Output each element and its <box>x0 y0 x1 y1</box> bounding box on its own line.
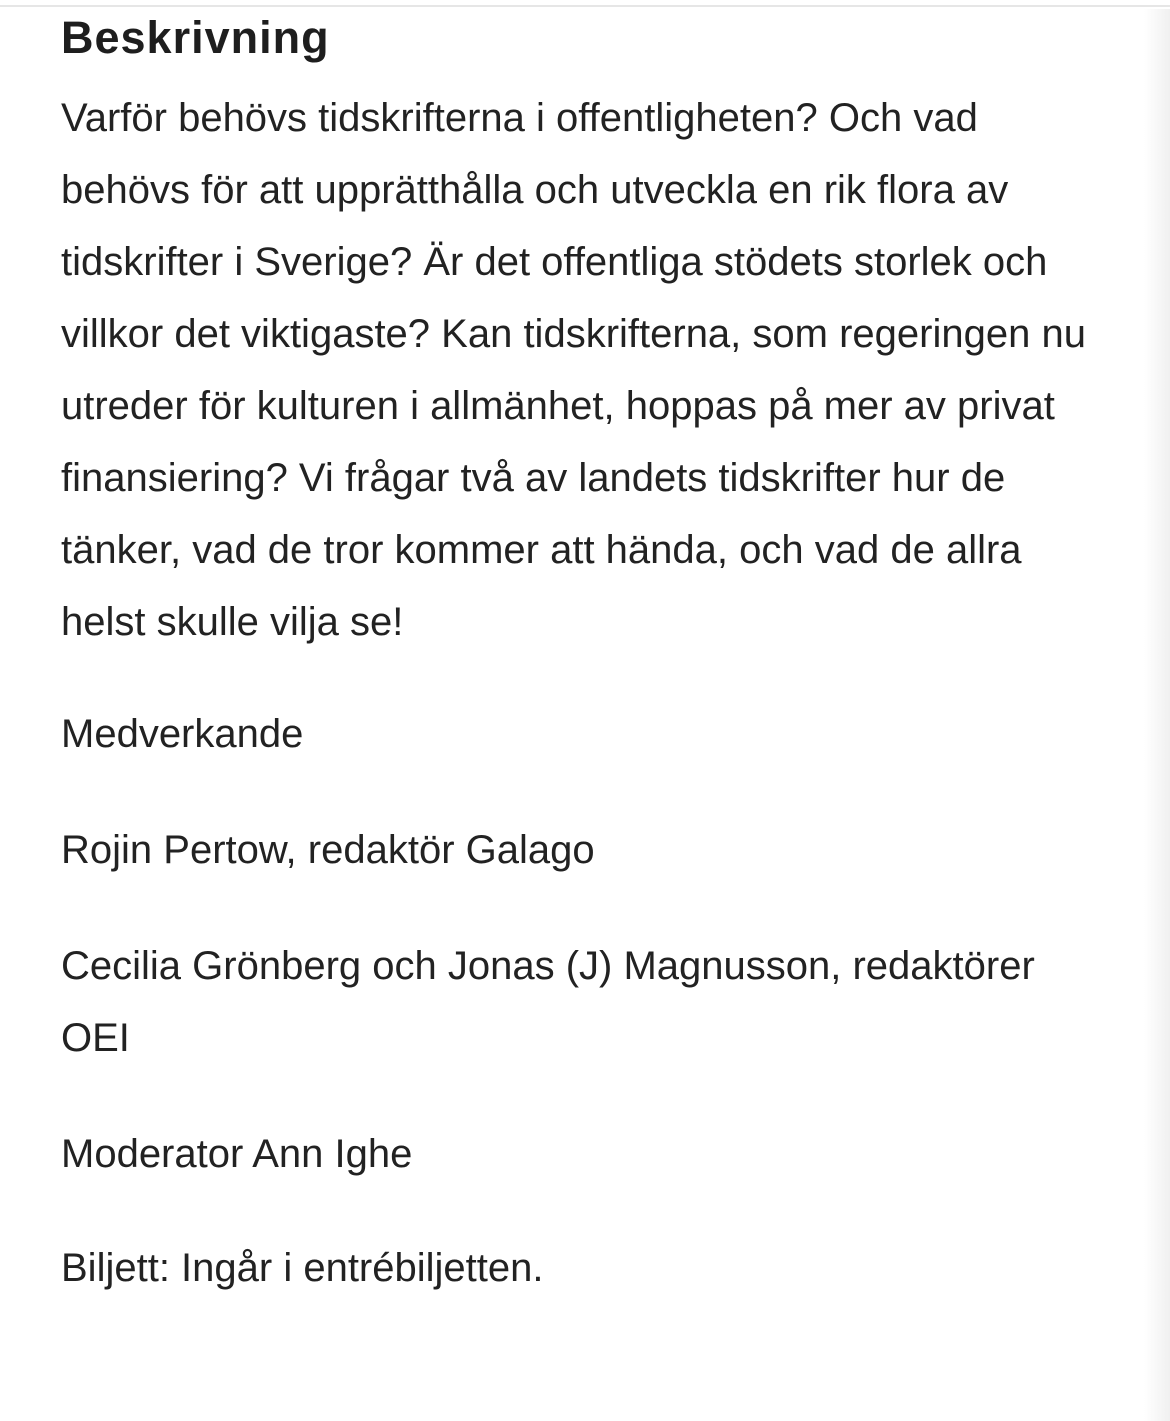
scroll-edge-shade <box>1144 9 1170 1421</box>
participant-item: Cecilia Grönberg och Jonas (J) Magnusson, redaktörer OEI <box>61 944 1035 1060</box>
moderator-text: Moderator Ann Ighe <box>61 1132 413 1176</box>
participant-item: Rojin Pertow, redaktör Galago <box>61 828 595 872</box>
section-heading: Beskrivning <box>61 12 330 63</box>
participants-label: Medverkande <box>61 712 304 756</box>
event-description-section <box>61 10 1111 1304</box>
top-divider <box>0 0 1170 7</box>
ticket-info: Biljett: Ingår i entrébiljetten. <box>61 1246 544 1290</box>
description-text: Varför behövs tidskrifterna i offentligheten? Och vad behövs för att upprätthålla och utveckla en rik flora av tidskrifter i Sverige? Är det offentliga stödets storlek och villkor det viktigaste? Kan tidskrifterna, som regeringen nu utreder för kulturen i allmänhet, hoppas på mer av privat finansiering? Vi frågar två av landets tidskrifter hur de tänker, vad de tror kommer att hända, och vad de allra helst skulle vilja se! <box>61 96 1086 644</box>
